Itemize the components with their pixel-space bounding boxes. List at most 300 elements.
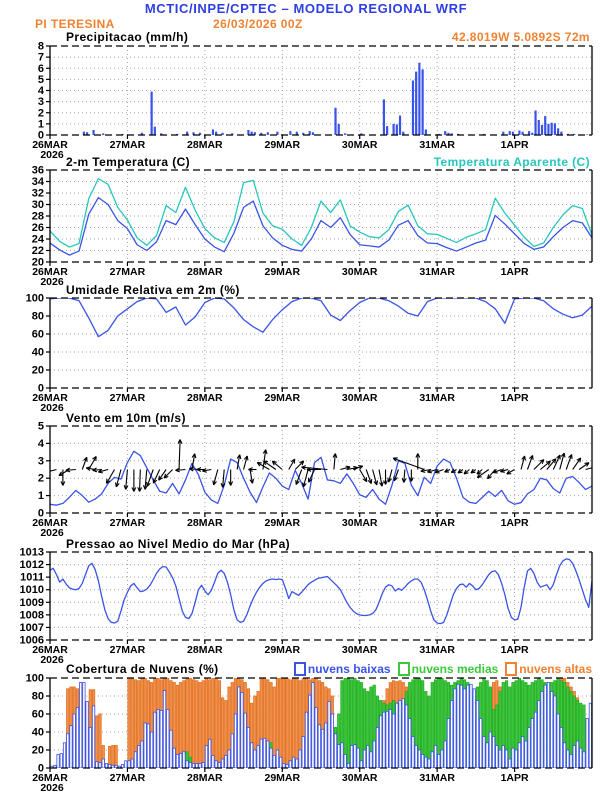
x-year-label: 2026: [40, 527, 64, 539]
cloud-bar-medias: [360, 683, 362, 769]
y-tick-label: 3: [37, 455, 44, 468]
cloud-bar-baixas: [331, 714, 333, 768]
cloud-bar-baixas: [273, 755, 275, 768]
cloud-bar-baixas: [189, 763, 191, 768]
cloud-bar-baixas: [383, 712, 385, 768]
cloud-bar-baixas: [476, 701, 478, 769]
cloud-bar-baixas: [576, 741, 578, 768]
cloud-bar-baixas: [573, 746, 575, 769]
wind-arrow: [244, 456, 248, 470]
x-tick-label: 1APR: [500, 644, 529, 656]
cloud-bar-baixas: [173, 748, 175, 768]
precip-bar: [334, 108, 336, 135]
wind-arrow: [592, 470, 601, 474]
cloud-bar-baixas: [389, 710, 391, 769]
wind-arrow: [153, 470, 159, 484]
wind-arrow: [221, 470, 225, 488]
cloud-bar-baixas: [99, 763, 101, 768]
cloud-bar-baixas: [350, 746, 352, 769]
x-tick-label: 1APR: [500, 266, 529, 278]
y-tick-label: 0: [37, 762, 44, 775]
cloud-bar-baixas: [318, 725, 320, 768]
precip-bar: [551, 123, 553, 135]
x-tick-label: 30MAR: [341, 392, 378, 404]
wind-arrow: [402, 470, 406, 483]
cloud-bar-baixas: [473, 689, 475, 768]
wind-arrow: [289, 459, 295, 469]
x-tick-label: 1APR: [500, 392, 529, 404]
panel-title-cloud-cover: Cobertura de Nuvens (%): [66, 662, 219, 676]
cloud-bar-baixas: [563, 743, 565, 768]
x-tick-label: 27MAR: [109, 392, 146, 404]
panel-title-pressure: Pressao ao Nivel Medio do Mar (hPa): [66, 537, 291, 551]
legend-item-nuvens-medias: [398, 662, 499, 676]
cloud-bar-baixas: [125, 761, 127, 768]
cloud-bar-baixas: [560, 728, 562, 769]
x-tick-label: 30MAR: [341, 644, 378, 656]
cloud-bar-altas: [112, 746, 114, 769]
cloud-bar-baixas: [228, 750, 230, 768]
x-year-label: 2026: [40, 149, 64, 161]
cloud-bar-baixas: [199, 764, 201, 769]
wind-arrow: [553, 455, 560, 470]
cloud-bar-baixas: [402, 699, 404, 768]
cloud-bar-baixas: [312, 683, 314, 769]
cloud-bar-baixas: [499, 750, 501, 768]
cloud-bar-baixas: [421, 755, 423, 769]
cloud-bar-baixas: [515, 750, 517, 768]
x-year-label: 2026: [40, 276, 64, 288]
panel-temperature: [32, 165, 592, 289]
precip-bar: [557, 128, 559, 135]
wind-arrow: [527, 455, 533, 469]
wind-arrow: [388, 470, 392, 483]
precip-bar: [538, 120, 540, 135]
x-tick-label: 26MAR: [32, 644, 68, 656]
cloud-bar-baixas: [415, 746, 417, 769]
cloud-bar-altas: [212, 678, 214, 768]
precip-bar: [344, 133, 346, 135]
cloud-bar-baixas: [557, 714, 559, 768]
cloud-bar-baixas: [292, 757, 294, 768]
y-tick-label: 60: [31, 708, 44, 721]
cloud-bar-baixas: [154, 712, 156, 768]
cloud-bar-baixas: [283, 764, 285, 769]
cloud-bar-altas: [221, 698, 223, 768]
y-tick-label: 4: [37, 85, 44, 97]
cloud-bar-baixas: [250, 743, 252, 768]
precip-bar: [383, 99, 385, 135]
series-wind: [41, 440, 601, 506]
cloud-bar-baixas: [428, 759, 430, 768]
cloud-bar-baixas: [267, 741, 269, 768]
precip-bar: [312, 132, 314, 135]
cloud-bar-baixas: [257, 746, 259, 769]
x-tick-label: 27MAR: [109, 139, 146, 151]
x-tick-label: 29MAR: [264, 139, 301, 151]
panel-title-humidity: Umidade Relativa em 2m (%): [66, 283, 240, 297]
cloud-bar-baixas: [457, 684, 459, 768]
wind-arrow: [248, 468, 256, 472]
cloud-bar-altas: [279, 678, 281, 768]
wind-arrow: [138, 470, 142, 492]
y-tick-label: 1013: [19, 546, 44, 559]
cloud-bar-altas: [292, 678, 294, 768]
panel-cloud-cover: [26, 673, 592, 792]
cloud-bar-altas: [202, 681, 204, 768]
cloud-bar-baixas: [496, 746, 498, 769]
x-tick-label: 27MAR: [109, 517, 146, 529]
y-tick-label: 24: [31, 233, 44, 246]
cloud-bar-baixas: [486, 743, 488, 768]
x-tick-label: 31MAR: [419, 517, 455, 529]
precip-bar: [418, 63, 420, 135]
cloud-bar-baixas: [60, 754, 62, 768]
x-tick-label: 31MAR: [419, 266, 455, 278]
y-tick-label: 5: [37, 73, 44, 86]
y-tick-label: 22: [31, 245, 44, 257]
cloud-bar-baixas: [179, 754, 181, 768]
cloud-bar-baixas: [141, 741, 143, 768]
precip-bar: [586, 134, 588, 135]
line-temperatura-aparente: [50, 179, 592, 247]
cloud-bar-baixas: [586, 719, 588, 769]
cloud-bar-altas: [196, 681, 198, 768]
cloud-bar-altas: [128, 678, 130, 768]
y-tick-label: 2: [37, 472, 44, 485]
x-tick-label: 26MAR: [32, 392, 68, 404]
cloud-bar-altas: [99, 714, 101, 768]
cloud-bar-baixas: [418, 750, 420, 768]
x-tick-label: 28MAR: [187, 266, 223, 278]
y-tick-label: 1008: [19, 609, 44, 622]
series-temperature: [50, 179, 592, 255]
cloud-bar-baixas: [373, 741, 375, 768]
cloud-bar-baixas: [544, 685, 546, 768]
location-label: 42.8019W 5.0892S 72m: [451, 30, 590, 44]
cloud-bar-baixas: [183, 752, 185, 768]
precip-bar: [425, 129, 427, 135]
legend-swatch-icon: [398, 662, 410, 676]
cloud-bar-baixas: [83, 683, 85, 769]
wind-arrow: [132, 470, 136, 492]
line-umidade-relativa: [50, 298, 592, 337]
y-tick-label: 40: [31, 726, 44, 739]
cloud-bar-baixas: [192, 764, 194, 769]
cloud-bar-baixas: [270, 748, 272, 768]
x-year-label: 2026: [40, 402, 64, 414]
cloud-bar-baixas: [92, 706, 94, 768]
cloud-bar-altas: [215, 678, 217, 768]
cloud-bar-baixas: [238, 687, 240, 768]
cloud-bar-baixas: [208, 739, 210, 768]
wind-arrow: [309, 470, 315, 483]
wind-arrow: [66, 468, 76, 472]
cloud-bar-baixas: [463, 689, 465, 768]
panel-pressure: [20, 547, 592, 667]
cloud-bar-baixas: [67, 734, 69, 768]
y-tick-label: 40: [31, 346, 44, 359]
cloud-bar-baixas: [521, 737, 523, 769]
x-tick-label: 1APR: [500, 772, 529, 784]
cloud-bar-baixas: [234, 714, 236, 768]
precip-bar: [338, 124, 340, 135]
cloud-bar-baixas: [412, 737, 414, 769]
x-tick-label: 28MAR: [187, 644, 223, 656]
cloud-bar-baixas: [170, 730, 172, 768]
cloud-bar-baixas: [134, 752, 136, 768]
x-tick-label: 30MAR: [341, 266, 378, 278]
cloud-bar-altas: [131, 678, 133, 768]
x-tick-label: 31MAR: [419, 139, 455, 151]
cloud-bar-baixas: [454, 689, 456, 768]
wind-arrow: [488, 470, 496, 479]
cloud-bar-baixas: [399, 701, 401, 769]
y-tick-label: 80: [31, 690, 44, 703]
cloud-bar-baixas: [302, 737, 304, 769]
cloud-bar-baixas: [131, 759, 133, 768]
precip-bar: [554, 123, 556, 135]
x-tick-label: 1APR: [500, 517, 529, 529]
cloud-bar-baixas: [425, 757, 427, 768]
cloud-bar-baixas: [450, 701, 452, 769]
cloud-bar-baixas: [379, 716, 381, 768]
cloud-bar-baixas: [467, 685, 469, 768]
precip-bar: [289, 131, 291, 135]
cloud-bar-baixas: [589, 703, 591, 768]
y-tick-label: 8: [37, 40, 44, 53]
precip-bar: [102, 133, 104, 135]
cloud-bar-baixas: [580, 748, 582, 768]
cloud-bar-altas: [289, 680, 291, 768]
y-tick-label: 2: [37, 107, 44, 120]
cloud-legend: [294, 662, 592, 676]
cloud-bar-baixas: [409, 719, 411, 769]
cloud-bar-baixas: [289, 761, 291, 768]
wind-arrow: [360, 470, 367, 482]
cloud-bar-baixas: [328, 701, 330, 768]
x-tick-label: 28MAR: [187, 517, 223, 529]
cloud-bar-baixas: [505, 750, 507, 768]
cloud-bar-baixas: [583, 752, 585, 768]
cloud-bar-baixas: [157, 710, 159, 769]
cloud-bar-baixas: [550, 692, 552, 769]
cloud-bar-baixas: [541, 692, 543, 769]
cloud-bar-baixas: [441, 750, 443, 768]
cloud-bar-baixas: [431, 752, 433, 768]
wind-arrow: [333, 454, 337, 470]
cloud-bar-baixas: [254, 750, 256, 768]
precip-bar: [267, 132, 269, 135]
panel-relative-humidity: [26, 293, 592, 415]
y-tick-label: 0: [37, 129, 44, 142]
cloud-bar-baixas: [276, 750, 278, 768]
x-tick-label: 30MAR: [341, 517, 378, 529]
cloud-bar-baixas: [386, 711, 388, 768]
wind-arrow: [521, 456, 525, 470]
cloud-bar-baixas: [438, 755, 440, 769]
precip-bar: [92, 130, 94, 135]
x-tick-label: 26MAR: [32, 772, 68, 784]
x-tick-label: 28MAR: [187, 772, 223, 784]
cloud-bar-baixas: [367, 746, 369, 769]
x-tick-label: 29MAR: [264, 772, 301, 784]
cloud-bar-baixas: [321, 729, 323, 768]
cloud-bar-baixas: [518, 743, 520, 768]
cloud-bar-baixas: [150, 732, 152, 768]
wind-arrow: [384, 470, 388, 485]
cloud-bar-medias: [425, 692, 427, 769]
wind-arrow: [566, 454, 572, 469]
panel-precipitation: [32, 41, 592, 162]
cloud-bar-baixas: [260, 739, 262, 768]
x-tick-label: 28MAR: [187, 392, 223, 404]
wind-arrow: [303, 470, 308, 487]
cloud-bar-altas: [115, 746, 117, 769]
y-tick-label: 5: [37, 420, 44, 433]
precip-bar: [544, 116, 546, 135]
cloud-bar-baixas: [525, 741, 527, 768]
cloud-bar-baixas: [538, 701, 540, 769]
page-title: MCTIC/INPE/CPTEC – MODELO REGIONAL WRF: [144, 1, 468, 16]
y-tick-label: 60: [31, 328, 44, 341]
y-tick-label: 1011: [20, 571, 44, 584]
y-tick-label: 7: [37, 51, 44, 64]
precip-bar: [412, 80, 414, 135]
y-tick-label: 28: [31, 210, 44, 223]
line-pressao-nivel-mar: [50, 559, 592, 624]
cloud-bar-baixas: [447, 719, 449, 769]
cloud-bar-baixas: [86, 701, 88, 768]
cloud-bar-baixas: [112, 765, 114, 768]
wind-arrow: [540, 461, 550, 469]
cloud-bar-medias: [347, 678, 349, 768]
cloud-bar-baixas: [354, 745, 356, 768]
panel-title-temperature: 2-m Temperatura (C): [66, 155, 191, 169]
y-tick-label: 1010: [19, 584, 44, 597]
wind-arrow: [451, 469, 456, 473]
wind-arrow: [507, 470, 515, 475]
cloud-bar-baixas: [567, 750, 569, 768]
y-tick-label: 6: [37, 62, 44, 75]
x-tick-label: 29MAR: [264, 517, 301, 529]
cloud-bar-baixas: [299, 750, 301, 768]
y-tick-label: 20: [31, 256, 44, 269]
legend-swatch-icon: [505, 662, 517, 676]
cloud-bar-baixas: [444, 741, 446, 768]
cloud-bar-altas: [189, 678, 191, 768]
cloud-bar-baixas: [138, 746, 140, 769]
precip-bar: [396, 124, 398, 135]
x-tick-label: 29MAR: [264, 266, 301, 278]
cloud-bar-baixas: [344, 755, 346, 769]
precip-bar: [509, 131, 511, 135]
precip-bar: [422, 69, 424, 135]
cloud-bar-medias: [428, 696, 430, 768]
cloud-bar-baixas: [502, 746, 504, 769]
y-tick-label: 20: [31, 364, 44, 377]
precip-bar: [212, 129, 214, 135]
y-tick-label: 36: [31, 164, 44, 177]
y-tick-label: 1: [37, 118, 44, 131]
y-tick-label: 1006: [19, 634, 44, 647]
panel-title-apparent-temperature: Temperatura Aparente (C): [433, 155, 590, 169]
y-tick-label: 1: [37, 490, 44, 503]
cloud-bar-baixas: [196, 764, 198, 769]
panel-wind: [32, 421, 601, 540]
run-datetime-label: 26/03/2026 00Z: [213, 17, 303, 31]
cloud-bar-baixas: [305, 712, 307, 768]
precip-bar: [547, 124, 549, 135]
cloud-bar-baixas: [405, 705, 407, 768]
cloud-bar-baixas: [231, 734, 233, 768]
cloud-bar-baixas: [492, 737, 494, 769]
y-tick-label: 80: [31, 310, 44, 323]
cloud-bar-baixas: [531, 719, 533, 769]
y-tick-label: 26: [31, 222, 44, 234]
cloud-bar-baixas: [79, 683, 81, 769]
cloud-bar-baixas: [144, 723, 146, 768]
cloud-bar-baixas: [225, 755, 227, 768]
cloud-bar-baixas: [102, 759, 104, 768]
y-tick-label: 4: [37, 437, 44, 450]
cloud-bar-baixas: [160, 710, 162, 768]
wind-arrow: [477, 470, 482, 474]
wind-arrow: [178, 440, 182, 470]
cloud-bar-baixas: [341, 743, 343, 768]
cloud-bar-baixas: [360, 761, 362, 768]
cloud-bar-baixas: [370, 752, 372, 768]
x-tick-label: 29MAR: [264, 392, 301, 404]
x-tick-label: 31MAR: [419, 392, 455, 404]
precip-bar: [247, 130, 249, 135]
cloud-bar-baixas: [347, 764, 349, 769]
y-tick-label: 32: [31, 187, 44, 200]
series-cloud-cover: [50, 678, 591, 768]
cloud-bar-baixas: [176, 755, 178, 769]
cloud-bar-baixas: [309, 695, 311, 768]
y-tick-label: 0: [37, 507, 44, 520]
cloud-bar-baixas: [363, 750, 365, 768]
legend-item-nuvens-altas: [505, 662, 592, 676]
legend-item-nuvens-baixas: [294, 662, 391, 676]
cloud-bar-baixas: [570, 755, 572, 769]
x-year-label: 2026: [40, 782, 64, 792]
x-tick-label: 31MAR: [419, 772, 455, 784]
cloud-bar-baixas: [460, 685, 462, 768]
cloud-bar-baixas: [434, 746, 436, 769]
wind-arrow: [409, 470, 413, 482]
x-tick-label: 27MAR: [109, 266, 146, 278]
cloud-bar-baixas: [512, 748, 514, 768]
cloud-bar-baixas: [325, 723, 327, 768]
cloud-bar-baixas: [483, 737, 485, 769]
panel-title-precipitation: Precipitacao (mm/h): [66, 30, 189, 44]
wind-arrow: [229, 470, 233, 486]
cloud-bar-baixas: [396, 703, 398, 768]
cloud-bar-baixas: [73, 714, 75, 768]
precip-bar: [151, 92, 153, 135]
wind-arrow: [213, 470, 218, 485]
cloud-bar-baixas: [247, 728, 249, 769]
cloud-bar-baixas: [528, 728, 530, 769]
wind-arrow: [176, 468, 186, 472]
cloud-bar-baixas: [76, 708, 78, 768]
y-tick-label: 34: [31, 176, 44, 188]
cloud-bar-baixas: [57, 755, 59, 769]
cloud-bar-baixas: [554, 696, 556, 768]
cloud-bar-baixas: [70, 726, 72, 768]
